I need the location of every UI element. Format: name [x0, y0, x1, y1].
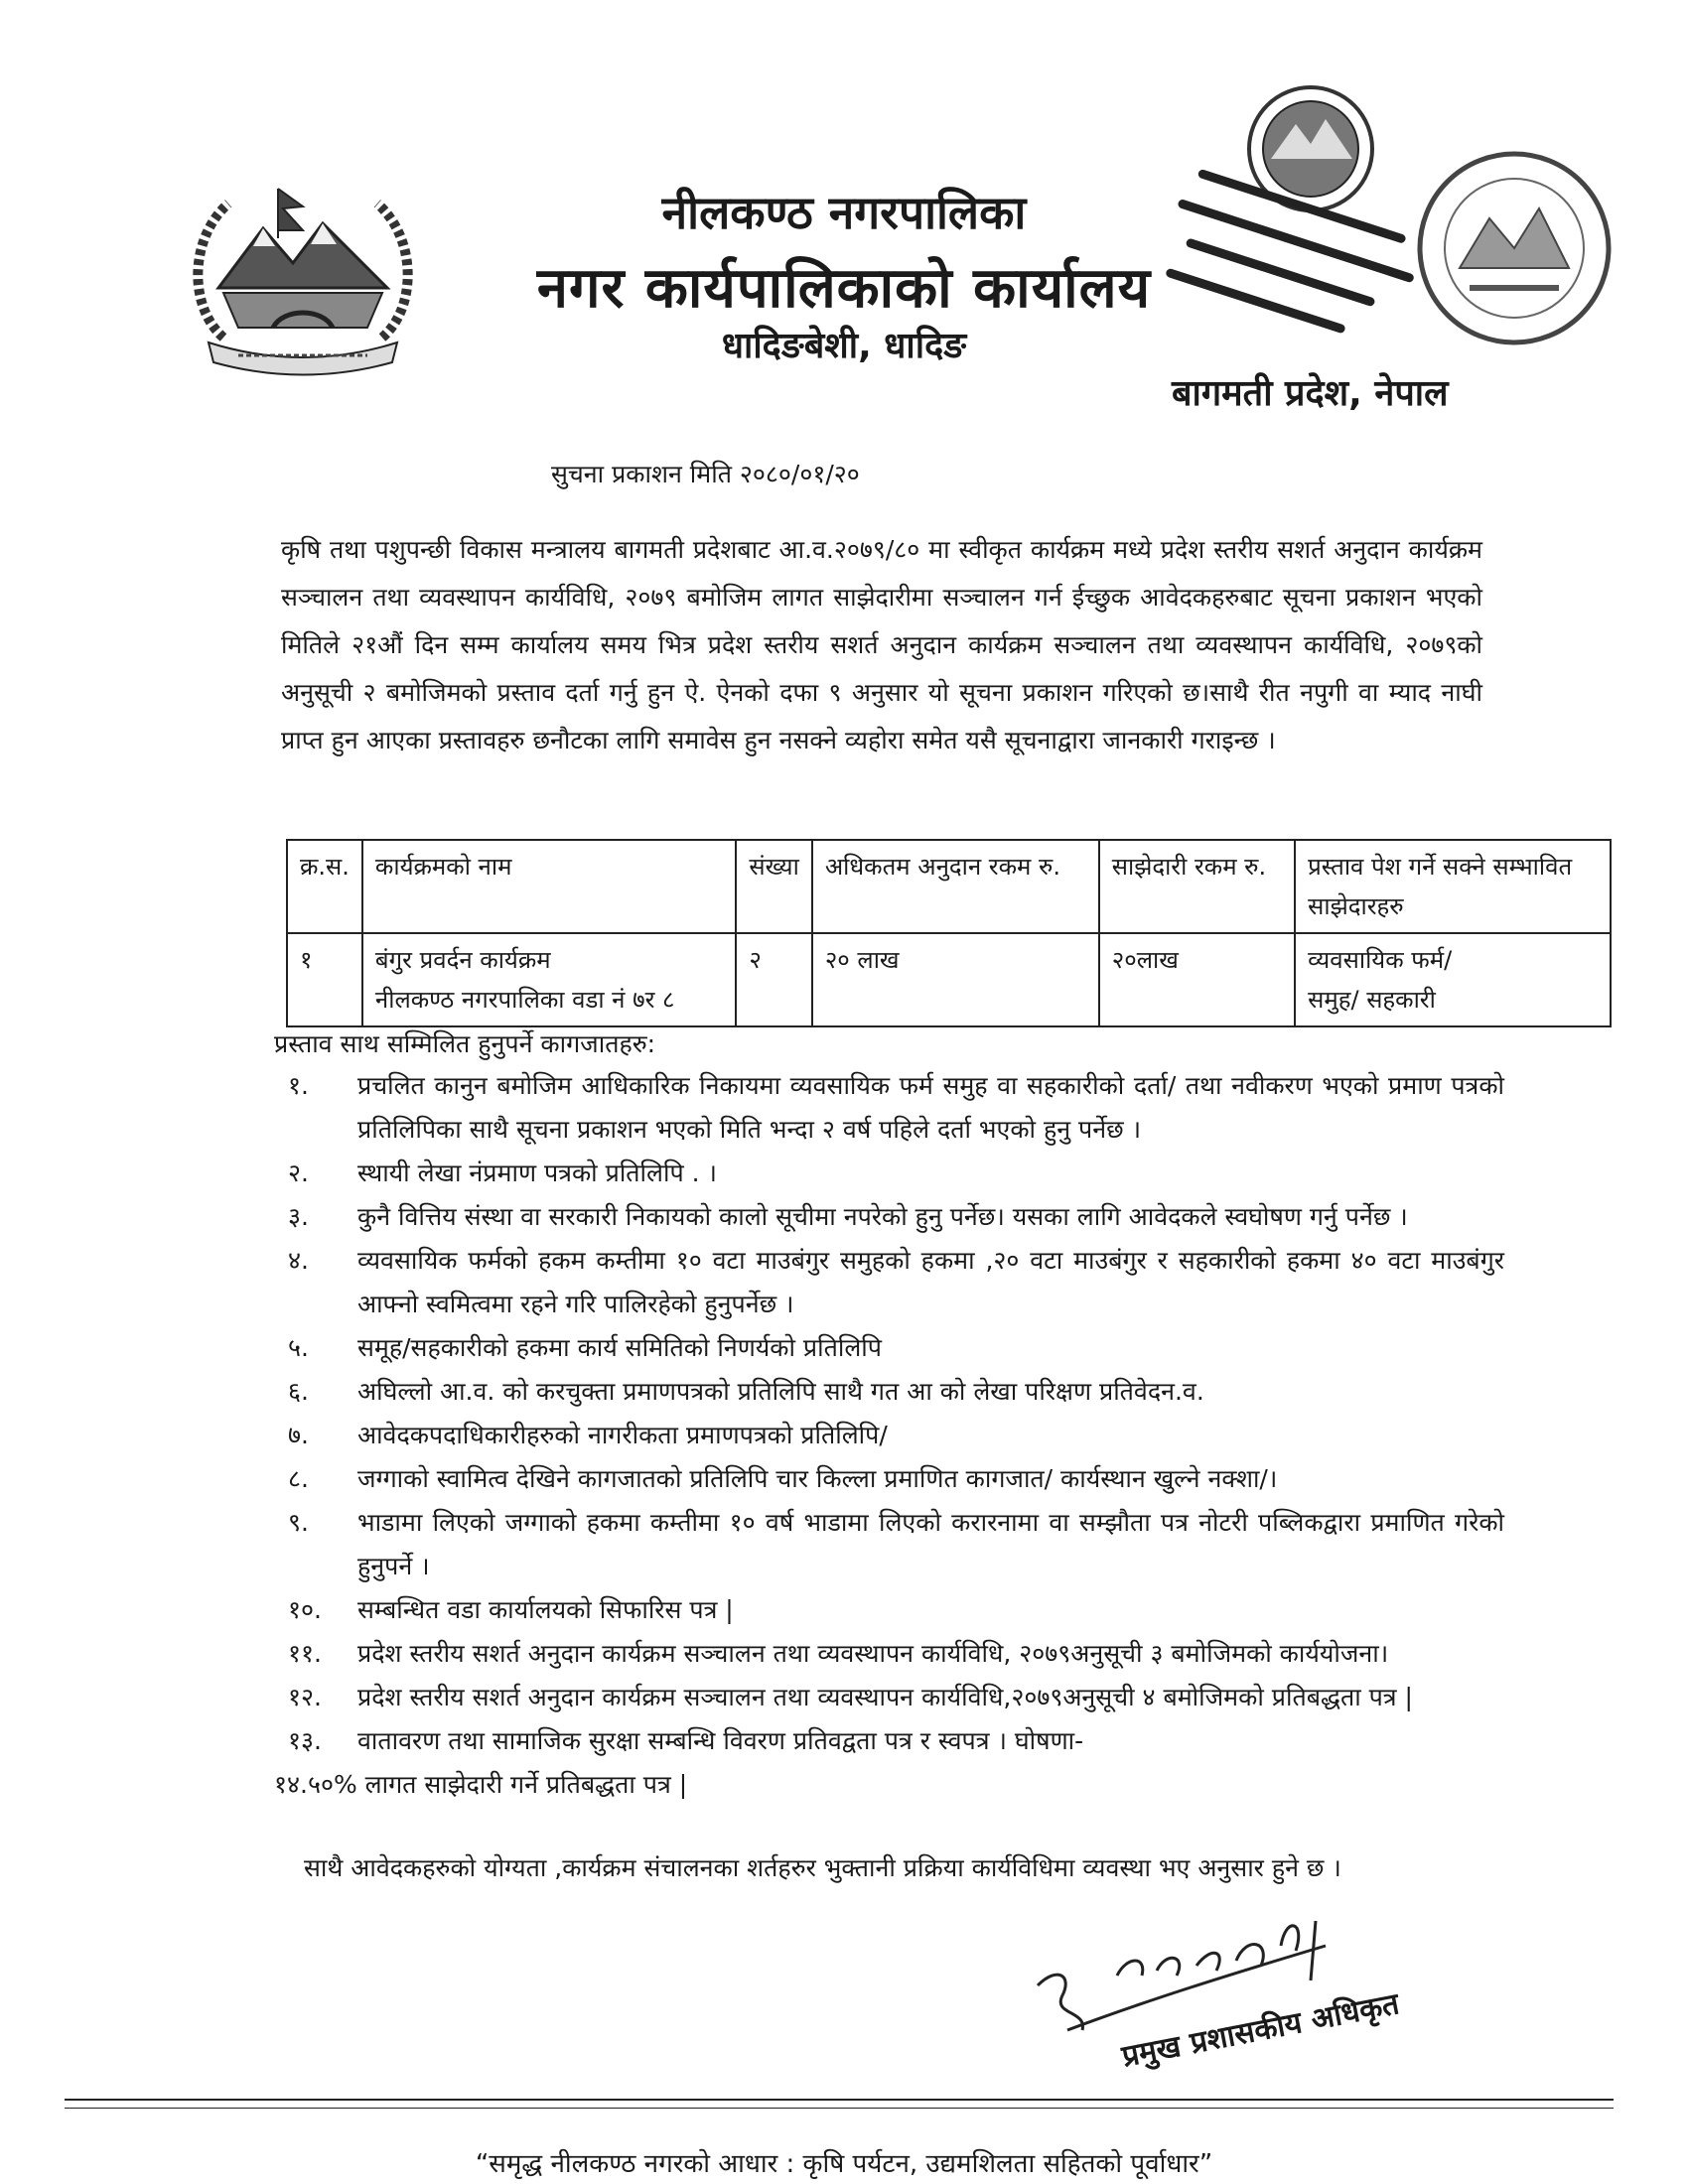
list-item-number: ६.: [288, 1377, 309, 1406]
list-item-number: ७.: [288, 1421, 309, 1449]
list-item-text: जग्गाको स्वामित्व देखिने कागजातको प्रतिलिपि चार किल्ला प्रमाणित कागजात/ कार्यस्थान खुल्ने नक्शा/।: [357, 1464, 1278, 1493]
list-item: [288, 1195, 1504, 1239]
list-item: [288, 1370, 1504, 1414]
list-item-number: १०.: [288, 1595, 322, 1624]
list-item-number: २.: [288, 1159, 309, 1187]
table-cell-program: [362, 933, 737, 1026]
table-header-cell: संख्या: [736, 840, 811, 933]
table-cell-partners: [1295, 933, 1611, 1026]
table-cell-partnership: २०लाख: [1099, 933, 1295, 1026]
list-item: [288, 1326, 1504, 1370]
list-item: [288, 1588, 1504, 1632]
province-line: बागमती प्रदेश, नेपाल: [1172, 373, 1449, 414]
list-item-14: [274, 1763, 1504, 1807]
publication-date: सुचना प्रकाशन मिति २०८०/०१/२०: [551, 460, 860, 488]
list-item-text: अघिल्लो आ.व. को करचुक्ता प्रमाणपत्रको प्रतिलिपि साथै गत आ को लेखा परिक्षण प्रतिवेदन.व.: [357, 1377, 1204, 1406]
list-item-text: कुनै वित्तिय संस्था वा सरकारी निकायको कालो सूचीमा नपरेको हुनु पर्नेछ। यसका लागि आवेदकले स्वघोषण गर्नु पर्नेछ ।: [357, 1202, 1408, 1231]
table-header-row: [287, 840, 1611, 933]
table-header-cell: क्र.स.: [287, 840, 362, 933]
list-item-text: भाडामा लिएको जग्गाको हकमा कम्तीमा १० वर्ष भाडामा लिएको करारनामा वा सम्झौता पत्र नोटरी पब्लिकद्वारा प्रमाणित गरेको हुनुपर्ने ।: [357, 1508, 1504, 1580]
requirements-list: [274, 1064, 1504, 1807]
table-header-cell: अधिकतम अनुदान रकम रु.: [812, 840, 1099, 933]
list-item-text: सम्बन्धित वडा कार्यालयको सिफारिस पत्र |: [357, 1595, 734, 1624]
list-item: [288, 1414, 1504, 1457]
list-item-number: ८.: [288, 1464, 309, 1493]
municipality-name: नीलकण्ठ नगरपालिका: [661, 186, 1027, 239]
documents-heading: प्रस्ताव साथ सम्मिलित हुनुपर्ने कागजातहरु:: [274, 1029, 656, 1058]
list-item: [288, 1501, 1504, 1588]
list-item-text: स्थायी लेखा नंप्रमाण पत्रको प्रतिलिपि . ।: [357, 1159, 717, 1187]
list-item-number: ४.: [288, 1246, 309, 1275]
list-item-number: ११.: [288, 1639, 322, 1668]
table-row: [287, 933, 1611, 1026]
list-item-text: प्रदेश स्तरीय सशर्त अनुदान कार्यक्रम सञ्चालन तथा व्यवस्थापन कार्यविधि, २०७९अनुसूची ३ बमोजिमको कार्ययोजना।: [357, 1639, 1389, 1668]
list-item: [288, 1719, 1504, 1763]
table-cell-sn: १: [287, 933, 362, 1026]
program-table: [286, 839, 1612, 1027]
partners-line: व्यवसायिक फर्म/: [1308, 946, 1453, 974]
program-ward: नीलकण्ठ नगरपालिका वडा नं ७र ८: [374, 986, 675, 1014]
list-item-number: ३.: [288, 1202, 309, 1231]
intro-paragraph: कृषि तथा पशुपन्छी विकास मन्त्रालय बागमती प्रदेशबाट आ.व.२०७९/८० मा स्वीकृत कार्यक्रम मध्ये प्रदेश स्तरीय सशर्त अनुदान कार्यक्रम सञ्चालन तथा व्यवस्थापन कार्यविधि, २०७९ बमोजिम लागत साझेदारीमा सञ्चालन गर्न ईच्छुक आवेदकहरुबाट सूचना प्रकाशन भएको मितिले २१औं दिन सम्म कार्यालय समय भित्र प्रदेश स्तरीय सशर्त अनुदान कार्यक्रम सञ्चालन तथा व्यवस्थापन कार्यविधि, २०७९को अनुसूची २ बमोजिमको प्रस्ताव दर्ता गर्नु हुन ऐ. ऐनको दफा ९ अनुसार यो सूचना प्रकाशन गरिएको छ।साथै रीत नपुगी वा म्याद नाघी प्राप्त हुन आएका प्रस्तावहरु छनौटका लागि समावेस हुन नसक्ने व्यहोरा समेत यसै सूचनाद्वारा जानकारी गराइन्छ ।: [281, 535, 1482, 754]
table-cell-max-grant: २० लाख: [812, 933, 1099, 1026]
list-item: [288, 1676, 1504, 1719]
table-header-cell: कार्यक्रमको नाम: [362, 840, 737, 933]
list-item: [288, 1152, 1504, 1195]
table-cell-count: २: [736, 933, 811, 1026]
list-item-text: समूह/सहकारीको हकमा कार्य समितिको निणर्यको प्रतिलिपि: [357, 1333, 882, 1362]
list-item-text: आवेदकपदाधिकारीहरुको नागरीकता प्रमाणपत्रको प्रतिलिपि/: [357, 1421, 888, 1449]
office-name: नगर कार्यपालिकाको कार्यालय: [536, 256, 1152, 321]
table-header-cell: प्रस्ताव पेश गर्ने सक्ने सम्भावित साझेदारहरु: [1295, 840, 1611, 933]
footer-motto: “समृद्ध नीलकण्ठ नगरको आधार : कृषि पर्यटन, उद्यमशिलता सहितको पूर्वाधार”: [475, 2149, 1213, 2179]
table-header-cell: साझेदारी रकम रु.: [1099, 840, 1295, 933]
list-item: [288, 1239, 1504, 1326]
list-item-text: व्यवसायिक फर्मको हकम कम्तीमा १० वटा माउबंगुर समुहको हकमा ,२० वटा माउबंगुर र सहकारीको हकमा ४० वटा माउबंगुर आफ्नो स्वमित्वमा रहने गरि पालिरहेको हुनुपर्नेछ ।: [357, 1246, 1504, 1318]
list-item-text: प्रचलित कानुन बमोजिम आधिकारिक निकायमा व्यवसायिक फर्म समुह वा सहकारीको दर्ता/ तथा नवीकरण भएको प्रमाण पत्रको प्रतिलिपिका साथै सूचना प्रकाशन भएको मिति भन्दा २ वर्ष पहिले दर्ता भएको हुनु पर्नेछ ।: [357, 1071, 1504, 1144]
partners-line: समुह/ सहकारी: [1308, 986, 1436, 1014]
footer-divider: [65, 2099, 1614, 2101]
office-location: धादिङबेशी, धादिङ: [721, 326, 967, 366]
list-item-number: १.: [288, 1071, 309, 1100]
list-item-number: ९.: [288, 1508, 309, 1537]
list-item: [288, 1632, 1504, 1676]
list-item: [288, 1064, 1504, 1152]
footer-divider: [65, 2108, 1614, 2109]
signatory-title: प्रमुख प्रशासकीय अधिकृत: [1119, 1986, 1402, 2075]
program-name: बंगुर प्रवर्दन कार्यक्रम: [374, 946, 551, 974]
list-item-text: प्रदेश स्तरीय सशर्त अनुदान कार्यक्रम सञ्चालन तथा व्यवस्थापन कार्यविधि,२०७९अनुसूची ४ बमोजिमको प्रतिबद्धता पत्र |: [357, 1683, 1413, 1711]
list-item-number: १२.: [288, 1683, 322, 1711]
list-item-number: १३.: [288, 1726, 322, 1755]
list-item: [288, 1457, 1504, 1501]
list-item-text: १४.५०% लागत साझेदारी गर्ने प्रतिबद्धता पत्र |: [274, 1770, 688, 1799]
list-item-number: ५.: [288, 1333, 309, 1362]
list-item-text: वातावरण तथा सामाजिक सुरक्षा सम्बन्धि विवरण प्रतिवद्वता पत्र र स्वपत्र । घोषणा-: [357, 1726, 1084, 1755]
closing-note: साथै आवेदकहरुको योग्यता ,कार्यक्रम संचालनका शर्तहरुर भुक्तानी प्रक्रिया कार्यविधिमा व्यवस्था भए अनुसार हुने छ ।: [304, 1853, 1341, 1882]
